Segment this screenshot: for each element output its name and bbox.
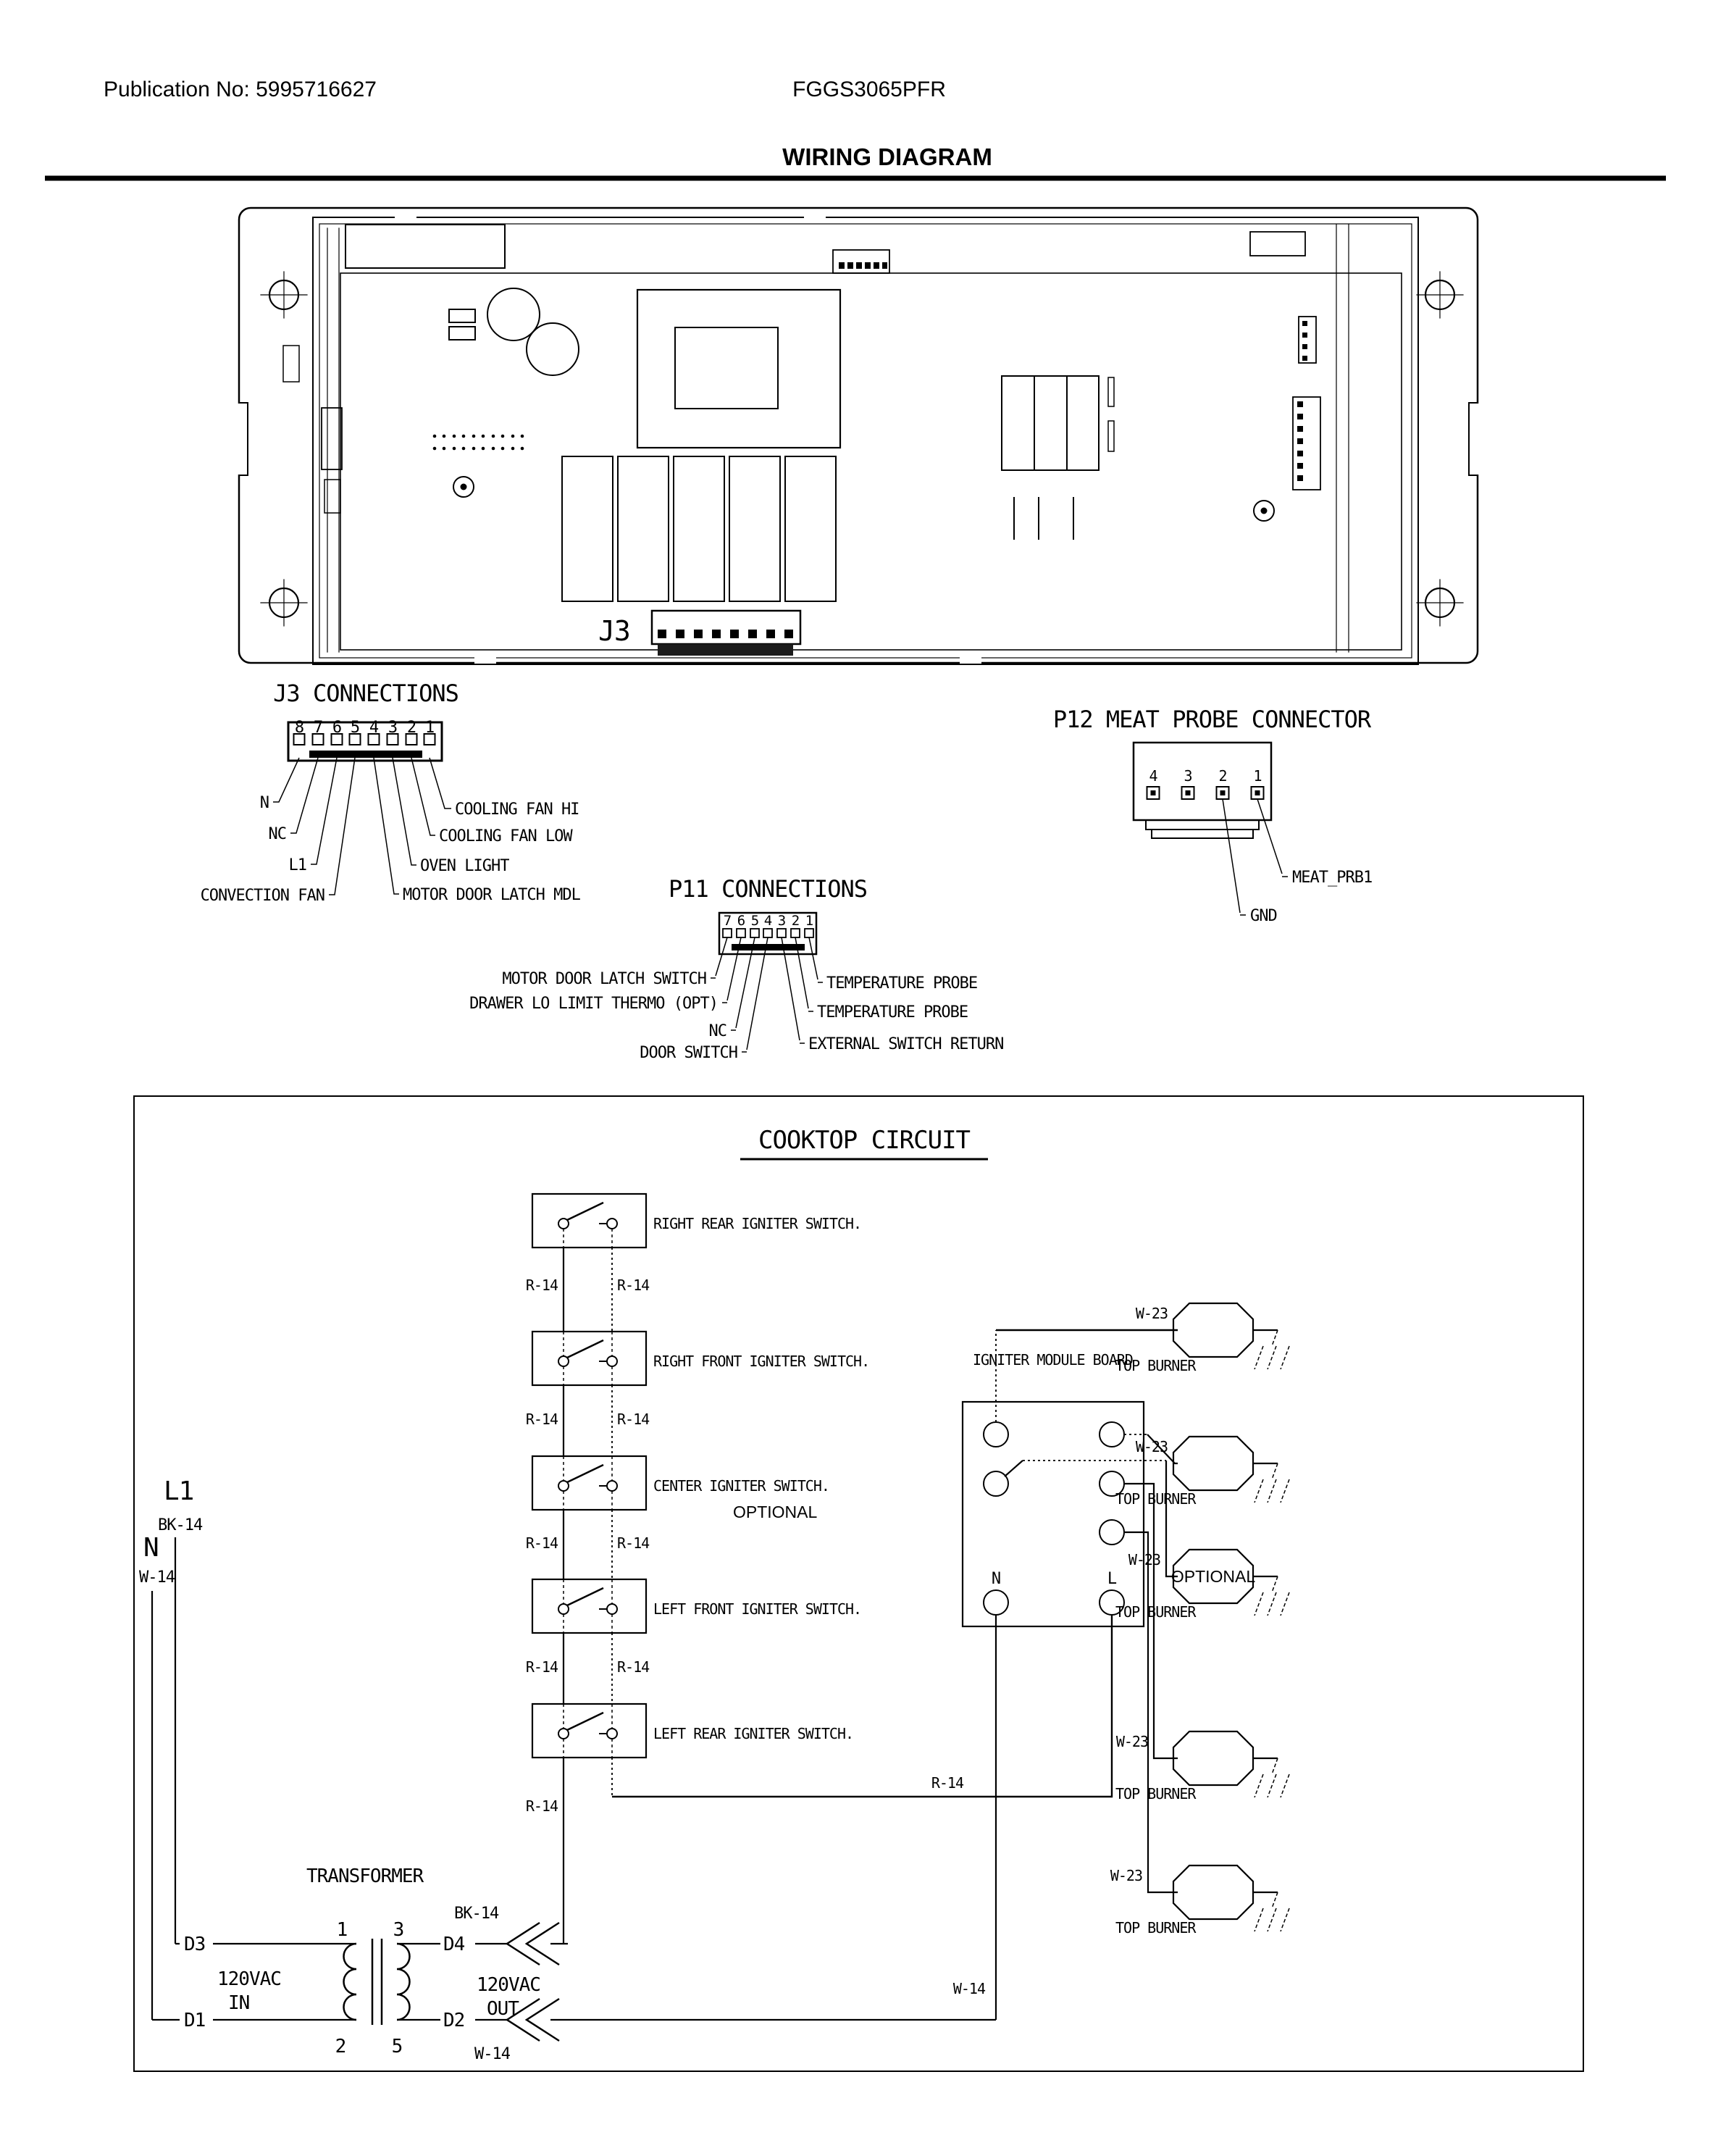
ground-icon: [1255, 1576, 1289, 1616]
bracket-left-component: [283, 346, 299, 382]
control-panel-outline: [313, 217, 1418, 664]
module-l-wire: [612, 1615, 1112, 1797]
page-title: WIRING DIAGRAM: [782, 143, 992, 170]
p12-pin-number: 2: [1218, 767, 1227, 785]
p11-label-temperature-probe-1: TEMPERATURE PROBE: [826, 974, 978, 993]
j3-title: J3 CONNECTIONS: [273, 680, 458, 707]
wire-label-r14: R-14: [617, 1658, 650, 1676]
bracket-notch-right: [1469, 403, 1483, 475]
top-burner-label: TOP BURNER: [1115, 1490, 1196, 1508]
four-pin-connector: [1299, 317, 1316, 363]
left-edge-component: [324, 480, 340, 513]
wire-label-r14: R-14: [525, 1411, 558, 1428]
screw-hole-icon: [261, 272, 307, 318]
j3-pins: [294, 719, 435, 758]
j3-pin-number: 4: [369, 719, 379, 737]
p12-label-gnd: GND: [1250, 907, 1277, 925]
j3-pin-number: 3: [388, 719, 398, 737]
component-bar: [1108, 421, 1114, 451]
solder-dots: [433, 435, 524, 451]
connector-bar: [309, 751, 422, 758]
switch-label: LEFT REAR IGNITER SWITCH.: [653, 1725, 854, 1742]
top-burner-4: [1115, 1731, 1289, 1802]
model-number: FGGS3065PFR: [792, 78, 946, 101]
connector-bar: [732, 944, 805, 950]
pcb-screw-icon: [1254, 501, 1274, 521]
panel-tab: [395, 212, 416, 223]
j3-pin-number: 2: [406, 719, 416, 737]
screw-hole-icon: [261, 580, 307, 626]
relay-row: [562, 456, 836, 601]
transformer-pin1: 1: [336, 1919, 348, 1941]
pcb-screw-icon: [453, 477, 474, 497]
igniter-switches: [532, 1194, 869, 1758]
wire-label-r14: R-14: [617, 1534, 650, 1552]
p12-section: [1053, 706, 1372, 925]
transformer-pin5: 5: [391, 2036, 403, 2057]
wire-label-r14: R-14: [525, 1277, 558, 1294]
p11-label-motor-door-latch-switch: MOTOR DOOR LATCH SWITCH: [502, 970, 706, 988]
igniter-switch-right-front: [532, 1332, 646, 1385]
switch-label: LEFT FRONT IGNITER SWITCH.: [653, 1600, 862, 1618]
panel-tab: [960, 652, 981, 664]
control-board-drawing: [234, 208, 1483, 664]
wire-label-r14: R-14: [525, 1797, 558, 1815]
primary-coil: [344, 1944, 357, 2020]
p11-label-temperature-probe-2: TEMPERATURE PROBE: [817, 1003, 968, 1021]
switch-label: CENTER IGNITER SWITCH.: [653, 1477, 829, 1495]
switch-label: RIGHT FRONT IGNITER SWITCH.: [653, 1353, 870, 1370]
p11-pin-number: 3: [777, 913, 786, 929]
cooktop-circuit-section: [134, 1096, 1583, 2071]
transformer-label: TRANSFORMER: [306, 1865, 424, 1887]
switch-optional-note: OPTIONAL: [733, 1503, 818, 1521]
j3-connections-section: [201, 680, 581, 905]
pcb-outline: [340, 273, 1402, 650]
wire-label-w23: W-23: [1115, 1733, 1148, 1750]
j3-pin-number: 6: [332, 719, 342, 737]
wire-label-r14: R-14: [931, 1774, 963, 1792]
p11-label-door-switch: DOOR SWITCH: [640, 1044, 737, 1062]
small-connector: [833, 250, 889, 273]
j3-label-oven-light: OVEN LIGHT: [420, 857, 509, 875]
wire-label-w23: W-23: [1135, 1438, 1168, 1455]
round-component: [527, 323, 579, 375]
j3-label-cooling-fan-low: COOLING FAN LOW: [439, 827, 572, 845]
j3-label-nc: NC: [268, 825, 286, 843]
p11-pin-number: 6: [737, 913, 745, 929]
transformer: [152, 1865, 996, 2063]
two-pin-component: [449, 309, 475, 340]
transformer-d1: D1: [184, 2010, 206, 2031]
module-board-label: IGNITER MODULE BOARD: [973, 1351, 1133, 1369]
igniter-switch-right-rear: [532, 1194, 646, 1248]
top-burner-2: [1115, 1437, 1289, 1508]
source-n: N: [143, 1533, 159, 1563]
top-burner-label: TOP BURNER: [1115, 1603, 1196, 1621]
bracket-notch-left: [234, 403, 248, 475]
top-burner-1: [1115, 1303, 1289, 1374]
p11-label-external-switch-return: EXTERNAL SWITCH RETURN: [808, 1035, 1004, 1053]
p12-leader-lines: [1223, 799, 1288, 915]
wire-label-r14: R-14: [525, 1534, 558, 1552]
d2-wire-label: W-14: [474, 2045, 510, 2063]
cooktop-title: COOKTOP CIRCUIT: [758, 1126, 971, 1155]
igniter-switch-left-front: [532, 1579, 646, 1633]
p11-label-drawer-lo-limit: DRAWER LO LIMIT THERMO (OPT): [469, 995, 718, 1013]
display-module: [637, 290, 840, 448]
j3-label-convection-fan: CONVECTION FAN: [200, 887, 324, 905]
p11-label-nc: NC: [708, 1022, 726, 1040]
p12-pin-number: 3: [1184, 767, 1192, 785]
p11-pin-number: 4: [763, 913, 772, 929]
p12-pin-number: 4: [1149, 767, 1157, 785]
ground-icon: [1255, 1758, 1289, 1797]
p12-label-meat-prb1: MEAT_PRB1: [1292, 869, 1373, 887]
j3-pin-number: 8: [294, 719, 304, 737]
component-bar: [1108, 377, 1114, 406]
connector-base: [658, 644, 793, 656]
j3-label-motor-door-latch-mdl: MOTOR DOOR LATCH MDL: [403, 886, 580, 904]
transformer-120vac-out: 120VAC: [477, 1974, 540, 1996]
p11-pins: [723, 913, 813, 950]
p11-pin-number: 1: [805, 913, 813, 929]
ground-icon: [1255, 1892, 1289, 1931]
component-rect: [345, 225, 505, 268]
source-l1: L1: [164, 1476, 194, 1506]
transformer-pin2: 2: [335, 2036, 346, 2057]
module-l-label: L: [1107, 1570, 1117, 1588]
igniter-switch-left-rear: [532, 1704, 646, 1758]
ground-icon: [1255, 1330, 1289, 1369]
source-l1-wire: BK-14: [158, 1516, 203, 1534]
page-header: [45, 78, 1666, 178]
wire-label-r14: R-14: [525, 1658, 558, 1676]
p11-pin-number: 7: [723, 913, 732, 929]
wire-label-r14: R-14: [617, 1277, 650, 1294]
relay-bank: [1002, 376, 1099, 470]
board-j3-connector: [652, 611, 800, 656]
p12-base-bar: [1146, 820, 1259, 830]
ground-icon: [1255, 1463, 1289, 1503]
top-burner-5: [1110, 1865, 1289, 1936]
transformer-d4: D4: [443, 1934, 465, 1955]
transformer-120vac-in: 120VAC: [217, 1968, 281, 1990]
top-burners: [1110, 1303, 1289, 1936]
board-j3-label: J3: [598, 615, 630, 647]
cooktop-circuit-border: [134, 1096, 1583, 2071]
igniter-switch-center: [532, 1456, 646, 1510]
top-burner-label: TOP BURNER: [1115, 1919, 1196, 1936]
source-n-wire: W-14: [139, 1568, 175, 1587]
wire-label-w23: W-23: [1135, 1305, 1168, 1322]
transformer-out: OUT: [487, 1998, 519, 2020]
screw-hole-icon: [1417, 580, 1463, 626]
p12-pin-number: 1: [1253, 767, 1262, 785]
component-rect: [1250, 232, 1305, 256]
p12-title: P12 MEAT PROBE CONNECTOR: [1052, 706, 1371, 733]
module-n-label: N: [991, 1570, 1001, 1588]
module-terminal-n: [984, 1590, 1008, 1615]
p12-pins: [1147, 767, 1264, 799]
module-wiring: [612, 1330, 1178, 2020]
transformer-d3: D3: [184, 1934, 206, 1955]
j3-label-n: N: [259, 794, 269, 812]
wire-label-w14: W-14: [952, 1980, 985, 1997]
j3-pin-number: 7: [313, 719, 323, 737]
igniter-module-board: [963, 1351, 1144, 1626]
top-burner-label: TOP BURNER: [1115, 1357, 1196, 1374]
module-terminal: [984, 1422, 1008, 1447]
publication-number: Publication No: 5995716627: [104, 78, 377, 101]
wire-label-r14: R-14: [617, 1411, 650, 1428]
j3-label-cooling-fan-hi: COOLING FAN HI: [455, 801, 579, 819]
p12-base-bar: [1152, 830, 1253, 838]
j3-pin-number: 5: [350, 719, 360, 737]
transformer-pin3: 3: [393, 1919, 404, 1941]
panel-tab: [804, 212, 826, 223]
screw-hole-icon: [1417, 272, 1463, 318]
seven-pin-connector: [1293, 397, 1320, 490]
switch-label: RIGHT REAR IGNITER SWITCH.: [653, 1215, 862, 1232]
module-terminal: [984, 1471, 1008, 1496]
p11-pin-number: 2: [791, 913, 800, 929]
mounting-bracket: [239, 208, 1478, 663]
d4-wire-label: BK-14: [454, 1905, 499, 1923]
wire-label-w23: W-23: [1110, 1867, 1142, 1884]
wire-label-w23: W-23: [1128, 1551, 1160, 1568]
panel-tab: [474, 652, 496, 664]
transformer-in: IN: [228, 1992, 250, 2014]
transformer-d2: D2: [443, 2010, 465, 2031]
burner-optional-label: OPTIONAL: [1170, 1567, 1256, 1586]
j3-pin-number: 1: [424, 719, 435, 737]
module-terminal: [1100, 1520, 1124, 1545]
top-burner-label: TOP BURNER: [1115, 1785, 1196, 1802]
p11-title: P11 CONNECTIONS: [669, 875, 867, 903]
module-terminal: [1100, 1422, 1124, 1447]
control-panel-inner: [319, 224, 1412, 658]
j3-label-l1: L1: [288, 856, 306, 874]
top-burner-3-optional: [1115, 1550, 1289, 1621]
secondary-coil: [397, 1944, 410, 2020]
p11-pin-number: 5: [750, 913, 759, 929]
